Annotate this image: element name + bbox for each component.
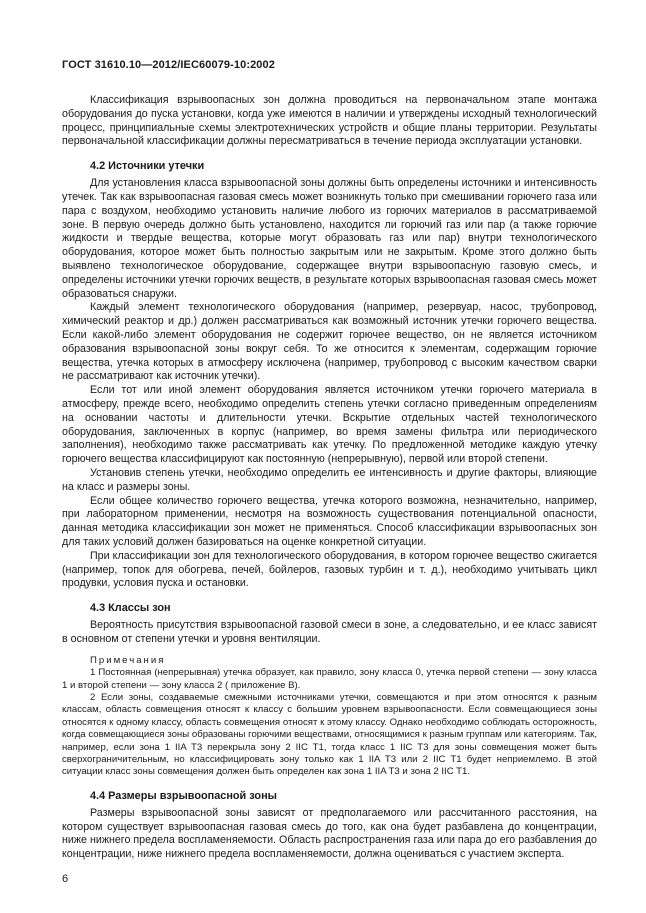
- document-page: [62, 0, 597, 906]
- intro-paragraph: Классификация взрывоопасных зон должна проводиться на первоначальном этапе монтажа оборудования до пуска установки, когда уже имеются в наличии и утверждены исходный технологический процесс, принципиальные схемы электротехнических устройств и общие планы территории. Результаты первоначальной классификации должны пересматриваться в течение периода эксплуатации установки.: [62, 94, 597, 148]
- page-number: 6: [62, 873, 69, 886]
- paragraph: Вероятность присутствия взрывоопасной газовой смеси в зоне, а следовательно, и ее класс зависят в основном от степени утечки и уровня вентиляции.: [62, 619, 597, 645]
- section-4-2-heading: 4.2 Источники утечки: [90, 160, 205, 173]
- note-1: 1 Постоянная (непрерывная) утечка образует, как правило, зону класса 0, утечка первой степени — зону класса 1 и второй степени — зону класса 2 ( приложение В).: [62, 667, 597, 691]
- paragraph: Каждый элемент технологического оборудования (например, резервуар, насос, трубопровод, химический реактор и др.) должен рассматриваться как возможный источник утечки горючего вещества. Если какой-либо элемент оборудования не содержит горючее вещество, он не является источником образования взрывоопасной зоны вокруг себя. То же относится к элементам, содержащим горючие вещества, утечка которых в атмосферу исключена (например, трубопровод с высоким качеством сварки не рассматривают как источник утечки).: [62, 301, 597, 383]
- paragraph: Для установления класса взрывоопасной зоны должны быть определены источники и интенсивность утечек. Так как взрывоопасная газовая смесь может возникнуть только при смешивании горючего газа или пара с воздухом, необходимо установить наличие любого из горючих материалов в рассматриваемой зоне. В первую очередь должно быть установлено, находится ли горючий газ или пар (а также горючие жидкости и твердые вещества, которые могут образовать газ или пар) внутри технологического оборудования, которое может быть полностью закрытым или не закрытым. Кроме этого должно быть выявлено технологическое оборудование, содержащее внутри взрывоопасную газовую смесь, и определены источники утечки горючих веществ, в результате которых взрывоопасная газовая смесь может образоваться снаружи.: [62, 177, 597, 300]
- note-2: 2 Если зоны, создаваемые смежными источниками утечки, совмещаются и при этом относятся к разным классам, область совмещения относят к классу с большим уровнем взрывоопасности. Если совмещающиеся зоны относятся к одному классу, область совмещения относят к этому классу. Однако необходимо соблюдать осторожность, когда совмещающиеся зоны образованы горючими веществами, относящимися к разным группам или категориям. Так, например, если зона 1 IIA T3 перекрыла зону 2 IIC T1, тогда класс 1 IIC T3 для зоны совмещения может быть сверхограничительным, но классифицировать зону только как 1 IIA T3 или 2 IIC T1 будет неприемлемо. В этой ситуации класс зоны совмещения должен быть определен как зона 1 IIA T3 и зона 2 IIC T1.: [62, 692, 597, 778]
- document-header: ГОСТ 31610.10—2012/IEC60079-10:2002: [62, 59, 275, 71]
- paragraph: Установив степень утечки, необходимо определить ее интенсивность и другие факторы, влияющие на класс и размеры зоны.: [62, 466, 597, 493]
- section-4-4-heading: 4.4 Размеры взрывоопасной зоны: [90, 789, 277, 802]
- paragraph: Если тот или иной элемент оборудования является источником утечки горючего материала в атмосферу, прежде всего, необходимо определить степень утечки согласно приведенным определениям на основании частоты и длительности утечки. Вскрытие отдельных частей технологического оборудования, заключенных в корпус (например, во время замены фильтра или периодического заполнения), необходимо также рассматривать как утечку. По предложенной методике каждую утечку горючего вещества классифицируют как постоянную (непрерывную), первой или второй степени.: [62, 384, 597, 466]
- section-4-3-heading: 4.3 Классы зон: [90, 602, 171, 615]
- paragraph: При классификации зон для технологического оборудования, в котором горючее вещество сжигается (например, топок для обогрева, печей, бойлеров, газовых турбин и т. д.), необходимо учитывать цикл продувки, условия пуска и остановки.: [62, 549, 597, 590]
- paragraph: Размеры взрывоопасной зоны зависят от предполагаемого или рассчитанного расстояния, на котором существует взрывоопасная газовая смесь до того, как она будет разбавлена до концентрации, ниже нижнего предела воспламеняемости. Область распространения газа или пара до его разбавления до концентрации, ниже нижнего предела воспламеняемости, должна оцениваться с участием эксперта.: [62, 806, 597, 861]
- notes-title: Примечания: [90, 654, 166, 666]
- paragraph: Если общее количество горючего вещества, утечка которого возможна, незначительно, например, при лабораторном применении, несмотря на возможность существования потенциальной опасности, данная методика классификации зон может не применяться. Способ классификации взрывоопасных зон для таких условий должен базироваться на оценке конкретной ситуации.: [62, 494, 597, 548]
